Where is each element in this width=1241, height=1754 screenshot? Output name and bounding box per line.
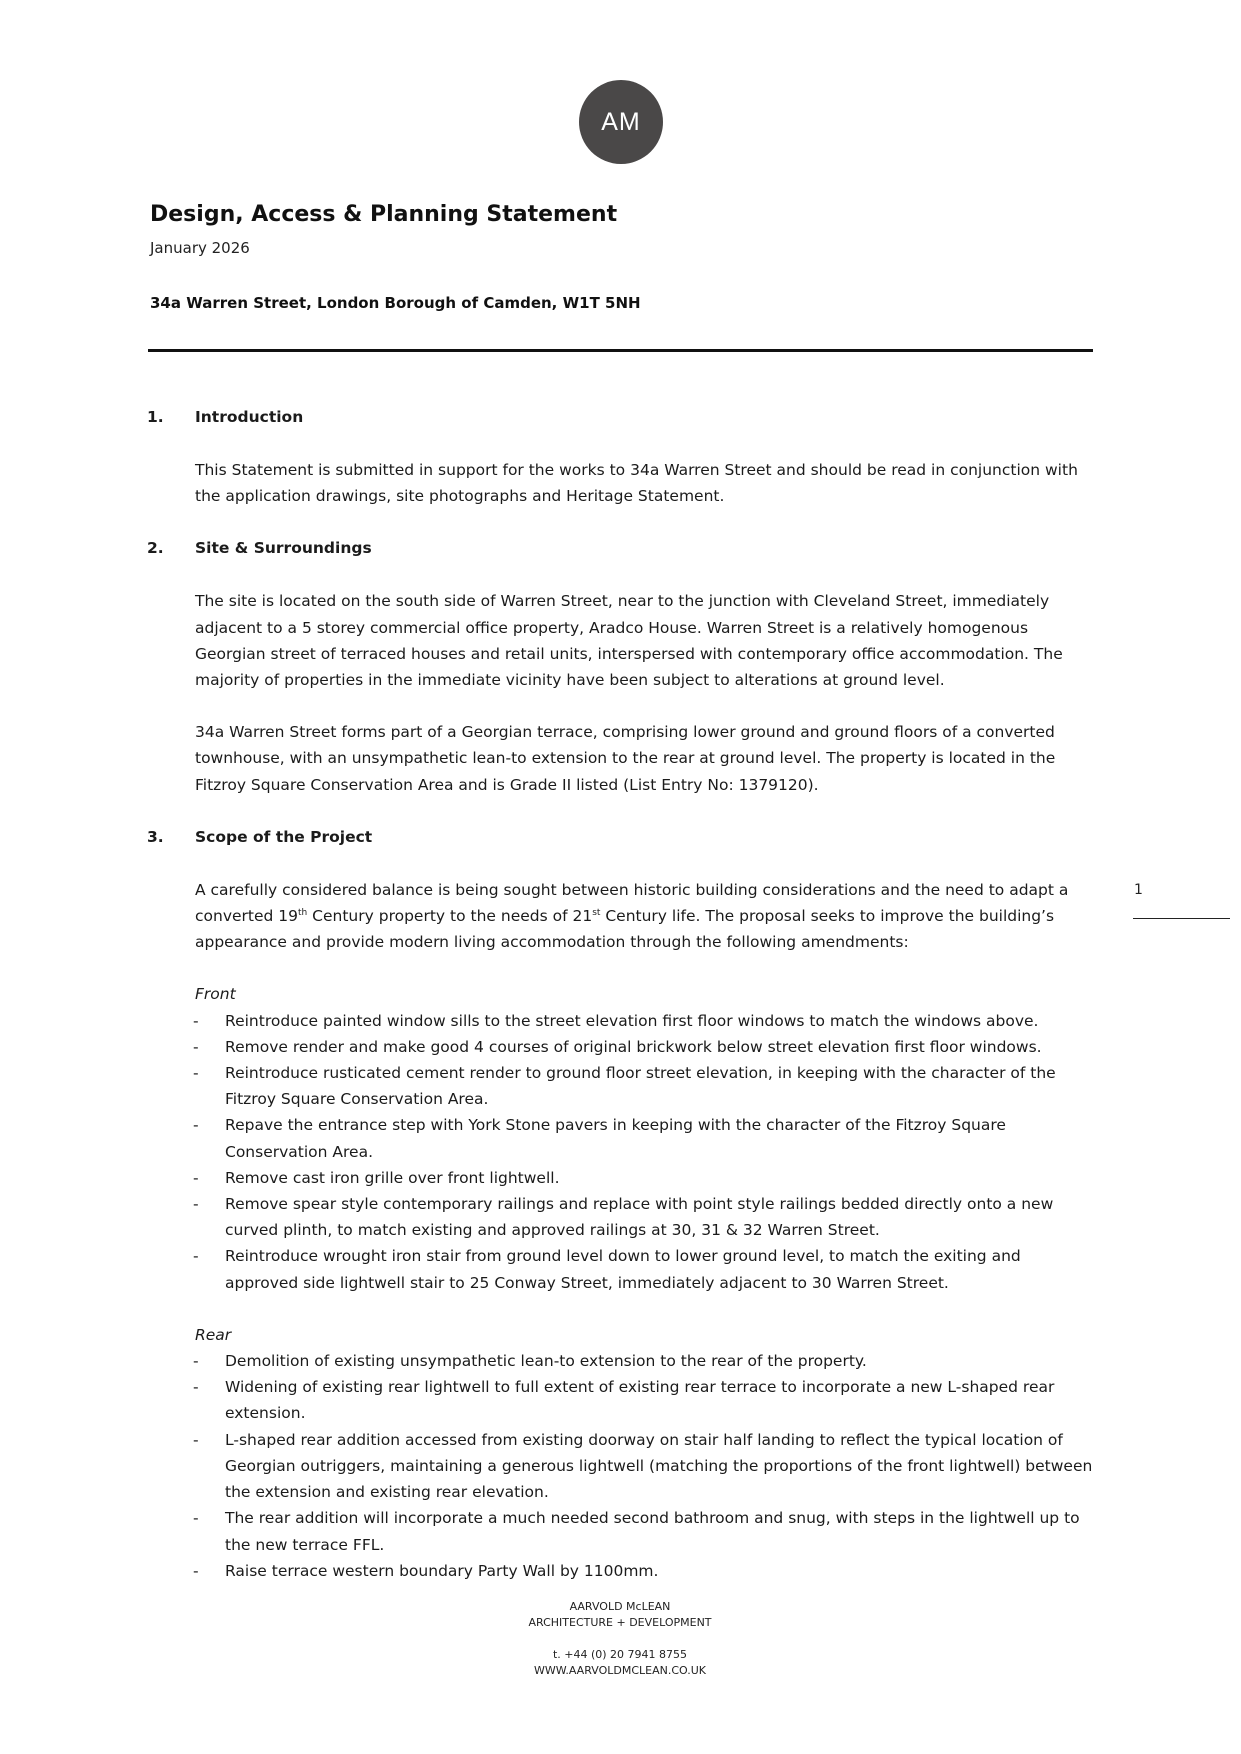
document-date: January 2026	[150, 239, 250, 257]
logo-text: AM	[601, 107, 641, 136]
list-item: - Repave the entrance step with York Stone pavers in keeping with the character of the Fitzroy Square Conservation Area.	[147, 1112, 1097, 1164]
site-address: 34a Warren Street, London Borough of Camden, W1T 5NH	[150, 294, 641, 312]
subheading-front: Front	[195, 985, 236, 1004]
scope-intro-paragraph: A carefully considered balance is being sought between historic building considerations and the need to adapt a converted 19th Century property to the needs of 21st Century life. The proposal seeks to improve the building’s appearance and provide modern living accommodation through the following amendments:	[195, 880, 1069, 952]
section-heading-site-surroundings	[147, 535, 1097, 561]
header-divider	[148, 349, 1093, 352]
list-item: - Demolition of existing unsympathetic lean-to extension to the rear of the property.	[147, 1348, 1097, 1374]
list-item: - Reintroduce wrought iron stair from ground level down to lower ground level, to match the exiting and approved side lightwell stair to 25 Conway Street, immediately adjacent to 30 Warren Street.	[147, 1243, 1097, 1295]
footer-tagline: ARCHITECTURE + DEVELOPMENT	[528, 1616, 712, 1629]
page-footer	[420, 1599, 820, 1679]
page-number-rule	[1133, 918, 1230, 919]
footer-company: AARVOLD McLEAN	[569, 1600, 671, 1613]
front-works-list	[147, 1008, 1097, 1296]
document-body	[147, 404, 1097, 1584]
section-title: Introduction	[195, 408, 304, 426]
section-heading-scope	[147, 824, 1097, 850]
paragraph: 34a Warren Street forms part of a Georgian terrace, comprising lower ground and ground floors of a converted townhouse, with an unsympathetic lean-to extension to the rear at ground level. The property is located in the Fitzroy Square Conservation Area and is Grade II listed (List Entry No: 1379120).	[195, 723, 1056, 794]
document-title: Design, Access & Planning Statement	[150, 202, 618, 227]
page-number: 1	[1134, 882, 1143, 898]
footer-phone: t. +44 (0) 20 7941 8755	[552, 1648, 688, 1661]
rear-works-list	[147, 1348, 1097, 1584]
section-title: Site & Surroundings	[195, 539, 372, 558]
company-logo	[579, 80, 663, 164]
section-number: 3.	[147, 827, 164, 846]
paragraph: This Statement is submitted in support for the works to 34a Warren Street and should be read in conjunction with the application drawings, site photographs and Heritage Statement.	[195, 461, 1078, 506]
list-item: - Reintroduce painted window sills to the street elevation first floor windows to match the windows above.	[147, 1008, 1097, 1034]
list-item: - Raise terrace western boundary Party Wall by 1100mm.	[147, 1558, 1097, 1584]
list-item: - L-shaped rear addition accessed from existing doorway on stair half landing to reflect the typical location of Georgian outriggers, maintaining a generous lightwell (matching the proportions of the front lightwell) between the extension and existing rear elevation.	[147, 1427, 1097, 1506]
list-item: - The rear addition will incorporate a much needed second bathroom and snug, with steps in the lightwell up to the new terrace FFL.	[147, 1505, 1097, 1557]
list-item: - Reintroduce rusticated cement render to ground floor street elevation, in keeping with the character of the Fitzroy Square Conservation Area.	[147, 1060, 1097, 1112]
list-item: - Remove render and make good 4 courses of original brickwork below street elevation first floor windows.	[147, 1034, 1097, 1060]
list-item: - Widening of existing rear lightwell to full extent of existing rear terrace to incorporate a new L-shaped rear extension.	[147, 1374, 1097, 1426]
footer-website: WWW.AARVOLDMCLEAN.CO.UK	[533, 1664, 706, 1677]
subheading-rear: Rear	[195, 1325, 232, 1344]
list-item: - Remove cast iron grille over front lightwell.	[147, 1165, 1097, 1191]
section-number: 2.	[147, 539, 164, 558]
list-item: - Remove spear style contemporary railings and replace with point style railings bedded directly onto a new curved plinth, to match existing and approved railings at 30, 31 & 32 Warren Street.	[147, 1191, 1097, 1243]
section-title: Scope of the Project	[195, 827, 373, 846]
section-heading-introduction	[147, 404, 1097, 430]
paragraph: The site is located on the south side of Warren Street, near to the junction with Cleveland Street, immediately adjacent to a 5 storey commercial office property, Aradco House. Warren Street is a relatively homogenous Georgian street of terraced houses and retail units, interspersed with contemporary office accommodation. The majority of properties in the immediate vicinity have been subject to alterations at ground level.	[195, 592, 1063, 690]
section-number: 1.	[147, 408, 164, 426]
